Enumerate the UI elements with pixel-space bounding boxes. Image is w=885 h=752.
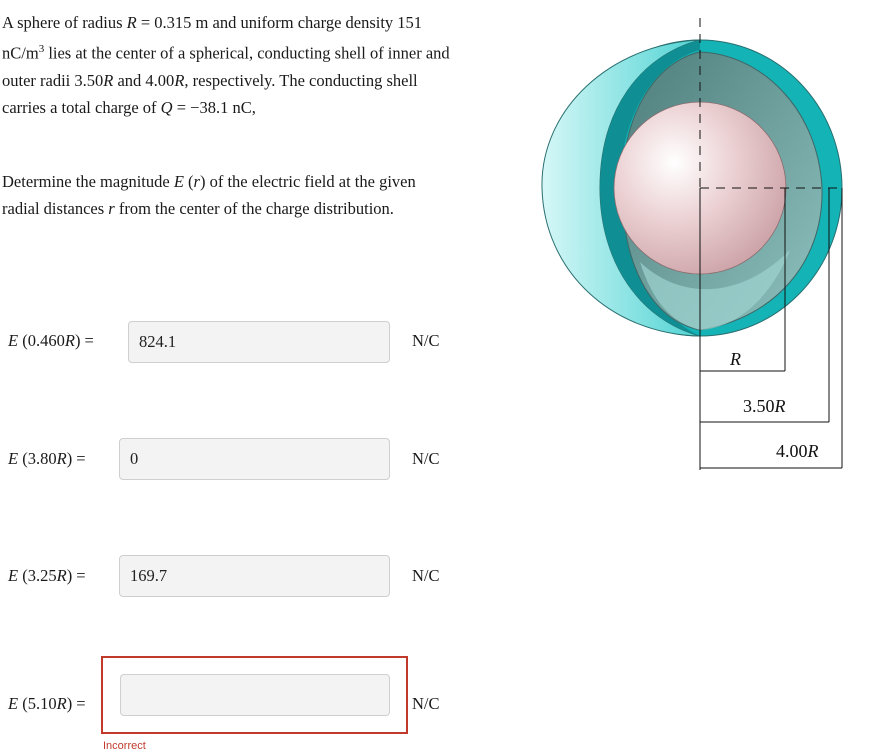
var-R: R <box>56 566 67 585</box>
var-Q: Q <box>160 97 173 117</box>
text: , respectively. The conducting shell carries a total charge of <box>2 70 418 117</box>
var-R: R <box>174 70 185 90</box>
text: ( <box>183 172 194 191</box>
var-R: R <box>126 13 137 32</box>
text: 4.00 <box>776 441 808 461</box>
text: (0.460 <box>18 331 65 350</box>
var-r: r <box>193 172 200 191</box>
text: ) = <box>66 694 86 713</box>
var-R: R <box>103 70 114 90</box>
text: Determine the magnitude <box>2 172 174 191</box>
var-r: r <box>108 199 115 218</box>
unit-label-2: N/C <box>412 449 440 468</box>
text: = 0.315 m and uniform charge density 151 nC/m <box>2 13 423 63</box>
var-E: E <box>173 172 184 191</box>
var-R: R <box>64 331 75 350</box>
incorrect-feedback: Incorrect <box>103 740 146 752</box>
text: ) = <box>66 566 86 585</box>
var-E: E <box>8 331 19 350</box>
text: ) = <box>66 449 86 468</box>
text: lies at the center of a spherical, conducting shell of inner and outer radii 3.50 <box>2 43 450 90</box>
unit-label-3: N/C <box>412 566 440 585</box>
text: = −38.1 nC, <box>172 97 256 117</box>
text: ) of the electric field at the given radial distances <box>2 172 416 218</box>
var-E: E <box>8 694 19 713</box>
exponent: 3 <box>38 43 45 55</box>
text: and 4.00 <box>113 70 175 90</box>
var-E: E <box>8 449 19 468</box>
var-E: E <box>8 566 19 585</box>
text: from the center of the charge distribution. <box>114 199 394 218</box>
text: ) = <box>74 331 94 350</box>
var-R: R <box>56 694 67 713</box>
text: (3.80 <box>18 449 57 468</box>
text: A sphere of radius <box>2 13 127 32</box>
unit-label-4: N/C <box>412 694 440 713</box>
label-4.00R <box>776 441 819 461</box>
var-R: R <box>56 449 67 468</box>
label-3.50R <box>743 396 786 416</box>
text: (3.25 <box>18 566 57 585</box>
label-R: R <box>730 349 741 369</box>
text: 3.50 <box>743 396 775 416</box>
unit-label-1: N/C <box>412 331 440 350</box>
var-R: R <box>807 441 819 461</box>
text: (5.10 <box>18 694 57 713</box>
var-R: R <box>774 396 786 416</box>
